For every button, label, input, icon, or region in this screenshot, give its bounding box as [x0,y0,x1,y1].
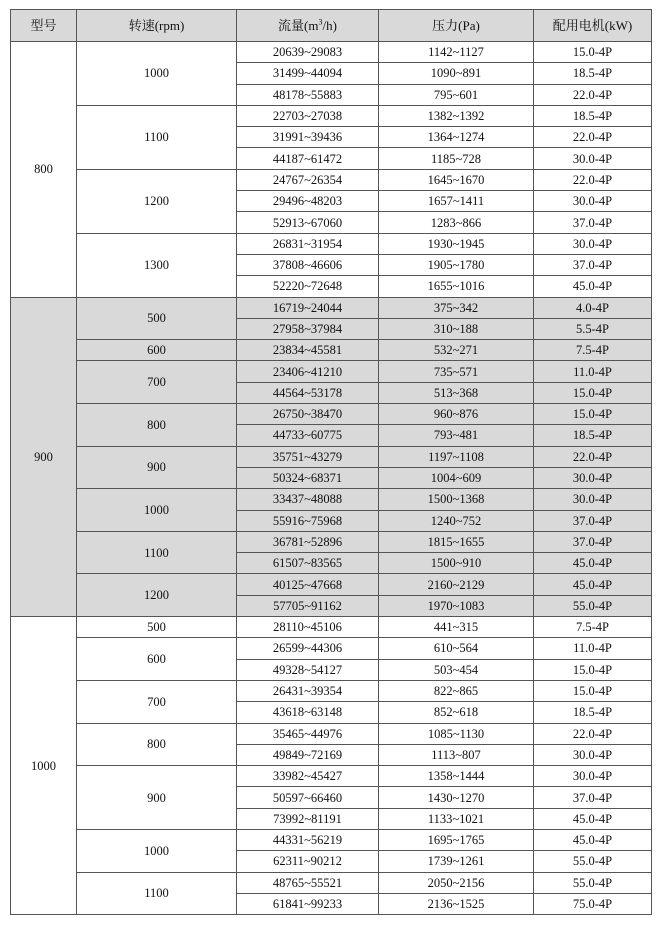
flow-cell: 26831~31954 [237,233,379,254]
motor-cell: 30.0-4P [534,744,652,765]
flow-cell: 33437~48088 [237,489,379,510]
motor-cell: 30.0-4P [534,191,652,212]
pressure-cell: 1240~752 [379,510,534,531]
flow-cell: 23406~41210 [237,361,379,382]
table-row [11,446,652,467]
table-row [11,340,652,361]
table-row [11,105,652,126]
pressure-cell: 960~876 [379,404,534,425]
motor-cell: 45.0-4P [534,808,652,829]
pressure-cell: 1655~1016 [379,276,534,297]
pressure-cell: 532~271 [379,340,534,361]
speed-cell: 700 [77,361,237,404]
flow-cell: 22703~27038 [237,105,379,126]
flow-cell: 16719~24044 [237,297,379,318]
flow-cell: 48765~55521 [237,872,379,893]
motor-cell: 37.0-4P [534,510,652,531]
pressure-cell: 793~481 [379,425,534,446]
pressure-cell: 375~342 [379,297,534,318]
flow-cell: 31499~44094 [237,63,379,84]
header-speed: 转速(rpm) [77,10,237,42]
speed-cell: 700 [77,680,237,723]
motor-cell: 45.0-4P [534,553,652,574]
motor-cell: 37.0-4P [534,212,652,233]
motor-cell: 55.0-4P [534,595,652,616]
motor-cell: 5.5-4P [534,318,652,339]
table-row [11,233,652,254]
flow-cell: 61507~83565 [237,553,379,574]
flow-cell: 26599~44306 [237,638,379,659]
speed-cell: 1100 [77,872,237,915]
motor-cell: 30.0-4P [534,148,652,169]
pressure-cell: 1815~1655 [379,531,534,552]
flow-cell: 55916~75968 [237,510,379,531]
pressure-cell: 795~601 [379,84,534,105]
speed-cell: 1200 [77,574,237,617]
table-row [11,680,652,701]
pressure-cell: 1113~807 [379,744,534,765]
pressure-cell: 2160~2129 [379,574,534,595]
flow-cell: 44564~53178 [237,382,379,403]
model-group-900 [11,297,652,616]
flow-cell: 35751~43279 [237,446,379,467]
pressure-cell: 610~564 [379,638,534,659]
motor-cell: 37.0-4P [534,787,652,808]
motor-cell: 18.5-4P [534,702,652,723]
flow-cell: 50324~68371 [237,467,379,488]
pressure-cell: 1970~1083 [379,595,534,616]
pressure-cell: 1905~1780 [379,254,534,275]
table-row [11,361,652,382]
pressure-cell: 1930~1945 [379,233,534,254]
speed-cell: 1000 [77,829,237,872]
pressure-cell: 1430~1270 [379,787,534,808]
pressure-cell: 2050~2156 [379,872,534,893]
header-flow-sup: 3 [318,17,323,27]
flow-cell: 44733~60775 [237,425,379,446]
flow-cell: 35465~44976 [237,723,379,744]
flow-cell: 73992~81191 [237,808,379,829]
flow-cell: 29496~48203 [237,191,379,212]
pressure-cell: 822~865 [379,680,534,701]
table-row [11,872,652,893]
table-row [11,574,652,595]
motor-cell: 22.0-4P [534,169,652,190]
speed-cell: 1300 [77,233,237,297]
pressure-cell: 1645~1670 [379,169,534,190]
flow-cell: 26431~39354 [237,680,379,701]
flow-cell: 48178~55883 [237,84,379,105]
flow-cell: 50597~66460 [237,787,379,808]
header-flow-suffix: /h) [322,17,337,33]
pressure-cell: 1358~1444 [379,766,534,787]
pressure-cell: 1185~728 [379,148,534,169]
motor-cell: 22.0-4P [534,446,652,467]
motor-cell: 45.0-4P [534,574,652,595]
motor-cell: 30.0-4P [534,233,652,254]
motor-cell: 22.0-4P [534,84,652,105]
speed-cell: 500 [77,617,237,638]
flow-cell: 44187~61472 [237,148,379,169]
motor-cell: 4.0-4P [534,297,652,318]
motor-cell: 30.0-4P [534,766,652,787]
motor-cell: 15.0-4P [534,659,652,680]
motor-cell: 7.5-4P [534,617,652,638]
header-pressure: 压力(Pa) [379,10,534,42]
speed-cell: 1000 [77,489,237,532]
speed-cell: 900 [77,446,237,489]
motor-cell: 15.0-4P [534,680,652,701]
model-cell: 1000 [11,617,77,915]
flow-cell: 20639~29083 [237,42,379,63]
speed-cell: 600 [77,340,237,361]
pressure-cell: 1500~910 [379,553,534,574]
header-flow-prefix: 流量(m [278,17,319,33]
pressure-cell: 1695~1765 [379,829,534,850]
flow-cell: 62311~90212 [237,851,379,872]
speed-cell: 1100 [77,105,237,169]
header-model: 型号 [11,10,77,42]
motor-cell: 11.0-4P [534,361,652,382]
flow-cell: 37808~46606 [237,254,379,275]
table-row [11,42,652,63]
motor-cell: 22.0-4P [534,723,652,744]
motor-cell: 37.0-4P [534,531,652,552]
fan-spec-table [10,9,652,915]
flow-cell: 33982~45427 [237,766,379,787]
speed-cell: 500 [77,297,237,340]
pressure-cell: 735~571 [379,361,534,382]
speed-cell: 1200 [77,169,237,233]
motor-cell: 11.0-4P [534,638,652,659]
flow-cell: 24767~26354 [237,169,379,190]
pressure-cell: 441~315 [379,617,534,638]
pressure-cell: 513~368 [379,382,534,403]
pressure-cell: 1382~1392 [379,105,534,126]
flow-cell: 28110~45106 [237,617,379,638]
speed-cell: 800 [77,723,237,766]
model-cell: 900 [11,297,77,616]
motor-cell: 22.0-4P [534,127,652,148]
flow-cell: 49328~54127 [237,659,379,680]
flow-cell: 44331~56219 [237,829,379,850]
table-row [11,169,652,190]
flow-cell: 40125~47668 [237,574,379,595]
flow-cell: 23834~45581 [237,340,379,361]
motor-cell: 75.0-4P [534,893,652,914]
motor-cell: 7.5-4P [534,340,652,361]
flow-cell: 27958~37984 [237,318,379,339]
flow-cell: 61841~99233 [237,893,379,914]
flow-cell: 49849~72169 [237,744,379,765]
table-row [11,638,652,659]
motor-cell: 30.0-4P [534,467,652,488]
motor-cell: 18.5-4P [534,105,652,126]
table-row [11,723,652,744]
pressure-cell: 1283~866 [379,212,534,233]
table-header [11,10,652,42]
pressure-cell: 1197~1108 [379,446,534,467]
pressure-cell: 1364~1274 [379,127,534,148]
speed-cell: 900 [77,766,237,830]
pressure-cell: 503~454 [379,659,534,680]
flow-cell: 31991~39436 [237,127,379,148]
flow-cell: 52220~72648 [237,276,379,297]
pressure-cell: 1142~1127 [379,42,534,63]
speed-cell: 800 [77,404,237,447]
pressure-cell: 1090~891 [379,63,534,84]
pressure-cell: 1004~609 [379,467,534,488]
header-row [11,10,652,42]
motor-cell: 15.0-4P [534,382,652,403]
pressure-cell: 1085~1130 [379,723,534,744]
table-row [11,617,652,638]
model-group-800 [11,42,652,298]
flow-cell: 26750~38470 [237,404,379,425]
motor-cell: 55.0-4P [534,851,652,872]
table-row [11,404,652,425]
motor-cell: 45.0-4P [534,829,652,850]
pressure-cell: 310~188 [379,318,534,339]
model-group-1000 [11,617,652,915]
motor-cell: 30.0-4P [534,489,652,510]
motor-cell: 15.0-4P [534,42,652,63]
motor-cell: 15.0-4P [534,404,652,425]
header-flow [237,10,379,42]
pressure-cell: 1500~1368 [379,489,534,510]
speed-cell: 600 [77,638,237,681]
speed-cell: 1000 [77,42,237,106]
header-motor: 配用电机(kW) [534,10,652,42]
table-row [11,297,652,318]
pressure-cell: 1739~1261 [379,851,534,872]
model-cell: 800 [11,42,77,298]
speed-cell: 1100 [77,531,237,574]
flow-cell: 57705~91162 [237,595,379,616]
flow-cell: 43618~63148 [237,702,379,723]
pressure-cell: 1657~1411 [379,191,534,212]
table-row [11,829,652,850]
motor-cell: 18.5-4P [534,425,652,446]
flow-cell: 52913~67060 [237,212,379,233]
pressure-cell: 852~618 [379,702,534,723]
table-row [11,531,652,552]
table-row [11,489,652,510]
pressure-cell: 1133~1021 [379,808,534,829]
motor-cell: 45.0-4P [534,276,652,297]
table-row [11,766,652,787]
motor-cell: 55.0-4P [534,872,652,893]
flow-cell: 36781~52896 [237,531,379,552]
motor-cell: 18.5-4P [534,63,652,84]
motor-cell: 37.0-4P [534,254,652,275]
pressure-cell: 2136~1525 [379,893,534,914]
